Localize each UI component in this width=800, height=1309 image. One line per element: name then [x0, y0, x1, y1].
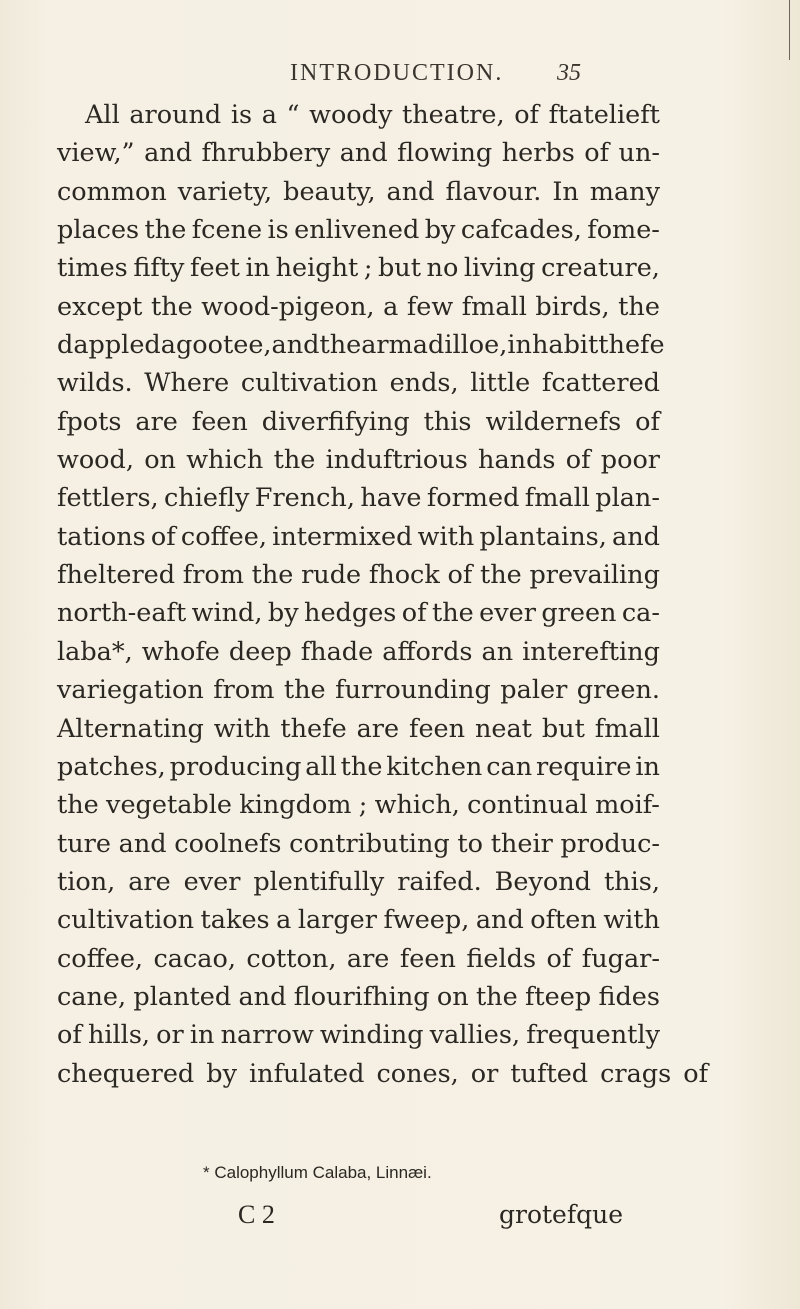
word: poor [600, 445, 660, 476]
word: and [475, 905, 524, 936]
word: many [589, 176, 660, 207]
word: can [486, 751, 533, 782]
word: formed [426, 483, 520, 514]
word: wood, [57, 445, 134, 476]
text-line [57, 633, 660, 671]
catchword: grotefque [499, 1200, 623, 1229]
word: fpots [57, 406, 122, 437]
text-line [57, 1016, 660, 1054]
word: fhade [300, 636, 374, 667]
word: furrounding [335, 675, 491, 706]
word: of [546, 943, 572, 974]
word: the [57, 790, 99, 821]
word: or [470, 1058, 499, 1089]
text-line [57, 671, 660, 709]
word: producing [169, 751, 302, 782]
word: kitchen [386, 751, 483, 782]
word: around [129, 100, 222, 130]
word: by [267, 598, 299, 629]
word: fcene [191, 215, 263, 246]
word: few [406, 291, 454, 322]
word: ; [363, 253, 373, 284]
word: takes [200, 905, 270, 936]
word: French, [254, 483, 355, 514]
word: north-eaft [57, 598, 187, 629]
word: or [156, 1020, 184, 1051]
word: and [386, 176, 435, 207]
word: fhock [368, 560, 440, 591]
word: the [340, 751, 383, 782]
word: of [584, 138, 610, 169]
word: the [618, 291, 660, 322]
word: fides [598, 981, 660, 1012]
word: fcattered [541, 368, 660, 399]
word: produc- [560, 828, 660, 859]
word: places [57, 215, 140, 246]
text-line [57, 173, 660, 211]
word: are [346, 943, 390, 974]
text-line [57, 249, 660, 287]
word: hands [478, 445, 556, 476]
word: of [683, 1058, 709, 1089]
word: in [245, 253, 271, 284]
word: feet [190, 253, 240, 284]
word: this, [603, 866, 660, 897]
word: tations [57, 521, 146, 552]
word: plan- [595, 483, 660, 514]
word: is [230, 100, 253, 130]
word: feen [399, 943, 456, 974]
text-line [57, 288, 660, 326]
text-line [57, 1055, 709, 1093]
word: larger [297, 905, 377, 936]
word: which, [374, 790, 460, 821]
text-line [57, 403, 660, 441]
page-footer [0, 1200, 800, 1236]
word: little [470, 368, 531, 399]
word: contributing [289, 828, 450, 859]
word: are [356, 713, 400, 744]
word: plantains, [479, 521, 607, 552]
word: and [144, 138, 193, 169]
text-line [57, 748, 660, 786]
word: require [536, 751, 632, 782]
word: is [267, 215, 289, 246]
word: to [457, 828, 483, 859]
word: chiefly [164, 483, 250, 514]
word: the [273, 445, 316, 476]
word: the [475, 981, 518, 1012]
word: a [276, 905, 292, 936]
word: on [144, 445, 176, 476]
word: beauty, [283, 176, 376, 207]
word: fettlers, [57, 483, 159, 514]
word: neat [474, 713, 532, 744]
page-edge-line [789, 0, 790, 60]
word: rude [301, 560, 362, 591]
word: by [206, 1058, 237, 1089]
word: feen [191, 406, 248, 437]
word: plentifully [253, 866, 385, 897]
text-line [57, 441, 660, 479]
text-line [57, 710, 660, 748]
word: continual [467, 790, 588, 821]
word: intermixed [272, 521, 413, 552]
word: but [541, 713, 585, 744]
word: coolnefs [174, 828, 282, 859]
word: and [238, 981, 287, 1012]
page-number: 35 [557, 60, 581, 86]
word: wilds. [57, 368, 133, 399]
text-line [57, 594, 660, 632]
text-line [57, 786, 660, 824]
word: of [150, 521, 176, 552]
word: variety, [177, 176, 273, 207]
word: Alternating [57, 713, 204, 744]
word: with [603, 905, 660, 936]
word: the [319, 330, 362, 361]
word: kingdom [239, 790, 352, 821]
word: enlivened [294, 215, 420, 246]
body-text [57, 96, 709, 1093]
word: the [144, 215, 187, 246]
word: ftatelieft [548, 100, 660, 130]
word: prevailing [529, 560, 660, 591]
word: deep [228, 636, 292, 667]
word: the [431, 598, 474, 629]
text-line [57, 901, 660, 939]
text-line [57, 825, 660, 863]
word: the [480, 560, 522, 591]
word: wood-pigeon, [201, 291, 375, 322]
text-line [57, 96, 660, 134]
word: are [135, 406, 178, 437]
word: armadilloe, [361, 330, 508, 361]
word: ca- [621, 598, 660, 629]
word: fields [466, 943, 537, 974]
word: raifed. [397, 866, 482, 897]
word: with [417, 521, 475, 552]
word: dappled [57, 330, 161, 361]
word: times [57, 253, 128, 284]
word: have [360, 483, 422, 514]
word: fmall [524, 483, 590, 514]
text-line [57, 211, 660, 249]
word: this [423, 406, 472, 437]
word: ever [183, 866, 241, 897]
word: tion, [57, 866, 116, 897]
word: from [182, 560, 244, 591]
word: diverfifying [261, 406, 410, 437]
word: birds, [535, 291, 610, 322]
word: wildernefs [485, 406, 622, 437]
word: un- [618, 138, 660, 169]
word: cafcades, [460, 215, 582, 246]
word: on [436, 981, 469, 1012]
word: paler [500, 675, 568, 706]
word: no [426, 253, 459, 284]
word: in [189, 1020, 215, 1051]
word: an [481, 636, 514, 667]
word: of [57, 1020, 82, 1051]
word: view,” [57, 138, 135, 169]
word: In [552, 176, 579, 207]
word: hills, [87, 1020, 151, 1051]
word: height [275, 253, 359, 284]
word: of [635, 406, 660, 437]
word: of [565, 445, 591, 476]
word: woody [309, 100, 393, 130]
word: affords [382, 636, 473, 667]
word: the [283, 675, 326, 706]
word: flowing [397, 138, 493, 169]
word: of [401, 598, 427, 629]
word: the [251, 560, 294, 591]
text-line [57, 134, 660, 172]
word: a [261, 100, 277, 130]
word: chequered [57, 1058, 195, 1089]
word: green. [576, 675, 660, 706]
word: coffee, [180, 521, 267, 552]
word: cultivation [57, 905, 195, 936]
word: narrow [220, 1020, 314, 1051]
word: fugar- [581, 943, 660, 974]
word: and [339, 138, 388, 169]
text-line [57, 863, 660, 901]
word: Where [144, 368, 230, 399]
word: and [612, 521, 660, 552]
word: theatre, [401, 100, 505, 130]
text-line [57, 364, 660, 402]
word: induftrious [325, 445, 468, 476]
word: ; [358, 790, 368, 821]
word: variegation [57, 675, 204, 706]
word: which [186, 445, 264, 476]
text-line [57, 518, 660, 556]
word: feen [409, 713, 466, 744]
word: from [213, 675, 275, 706]
word: fteep [524, 981, 592, 1012]
word: fheltered [57, 560, 176, 591]
word: of [514, 100, 539, 130]
word: all [305, 751, 337, 782]
word: except [57, 291, 143, 322]
word: interefting [522, 636, 660, 667]
text-line [57, 940, 660, 978]
word: inhabit [507, 330, 599, 361]
text-line [57, 556, 660, 594]
word: green [541, 598, 617, 629]
word: cane, [57, 981, 127, 1012]
word: cotton, [246, 943, 337, 974]
word: of [447, 560, 473, 591]
word: vallies, [429, 1020, 521, 1051]
word: moif- [595, 790, 660, 821]
word: cultivation [240, 368, 378, 399]
word: creature, [541, 253, 660, 284]
word: frequently [526, 1020, 660, 1051]
word: flavour. [445, 176, 542, 207]
word: living [463, 253, 536, 284]
word: planted [133, 981, 232, 1012]
word: patches, [57, 751, 166, 782]
word: vegetable [106, 790, 232, 821]
footnote-text: * Calophyllum Calaba, Linnæi. [203, 1163, 432, 1182]
word: Beyond [494, 866, 592, 897]
running-head-title: INTRODUCTION. [290, 60, 504, 86]
word: winding [319, 1020, 424, 1051]
word: are [128, 866, 171, 897]
word: and [118, 828, 167, 859]
signature-mark: C 2 [238, 1200, 275, 1229]
word: fifty [133, 253, 185, 284]
word: coffee, [57, 943, 144, 974]
word: laba*, [57, 636, 133, 667]
word: a [383, 291, 399, 322]
word: whofe [141, 636, 220, 667]
word: infulated [248, 1058, 365, 1089]
word: ever [479, 598, 536, 629]
word: fmall [594, 713, 660, 744]
word: tufted [510, 1058, 589, 1089]
word: wind, [191, 598, 263, 629]
word: the [150, 291, 193, 322]
word: herbs [501, 138, 575, 169]
word: by [424, 215, 456, 246]
word: agootee, [160, 330, 272, 361]
word: hedges [304, 598, 397, 629]
word: in [635, 751, 660, 782]
word: their [490, 828, 553, 859]
running-head [0, 60, 800, 90]
word: cacao, [153, 943, 236, 974]
text-line [57, 978, 660, 1016]
word: fweep, [383, 905, 470, 936]
word: with [213, 713, 271, 744]
word: fome- [587, 215, 660, 246]
word: thefe [598, 330, 665, 361]
word: crags [600, 1058, 672, 1089]
text-line [57, 326, 665, 364]
word: flourifhing [293, 981, 430, 1012]
word: ends, [389, 368, 459, 399]
word: cones, [376, 1058, 459, 1089]
word: but [377, 253, 421, 284]
word: fhrubbery [201, 138, 331, 169]
word: ture [57, 828, 111, 859]
word: often [530, 905, 597, 936]
text-line [57, 479, 660, 517]
word: fmall [461, 291, 527, 322]
word: thefe [280, 713, 347, 744]
word: common [57, 176, 167, 207]
word: “ [286, 100, 300, 130]
word: and [271, 330, 320, 361]
word: All [85, 100, 120, 130]
